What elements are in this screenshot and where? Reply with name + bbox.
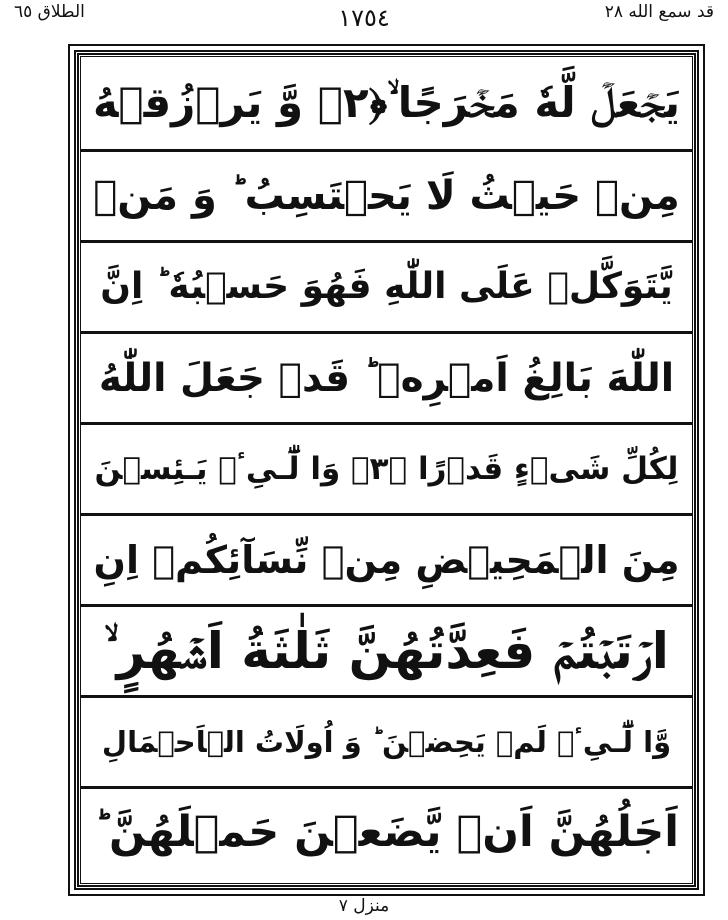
verse-line-7 <box>81 607 692 695</box>
verse-line-6 <box>81 516 692 604</box>
page-border <box>68 44 705 896</box>
verse-line-4 <box>81 334 692 422</box>
verse-line-3 <box>81 243 692 331</box>
verse-text: مِنۡ حَيۡثُ لَا يَحۡتَسِبُ ؕ وَ مَنۡ <box>93 173 680 219</box>
page-border-inner <box>80 56 693 884</box>
verse-text: لِكُلِّ شَىۡءٍ قَدۡرًا ﴿۳﴾ وَا لّٰٓـىِٴۡ يَـئِسۡنَ <box>94 450 679 487</box>
verse-line-2 <box>81 152 692 240</box>
juz-name-header: قد سمع الله ٢٨ <box>604 2 714 22</box>
surah-name-header: الطلاق ٦٥ <box>14 2 85 22</box>
verse-line-8 <box>81 698 692 786</box>
verse-text: يَجۡعَلۡ لَّهٗ مَخۡرَجًا ۙ﴿۲﴾ وَّ يَرۡزُقۡهُ <box>92 78 681 127</box>
verse-text: اللّٰهَ بَالِغُ اَمۡرِهٖ ؕ قَدۡ جَعَلَ اللّٰهُ <box>98 355 675 401</box>
verse-line-9 <box>81 789 692 875</box>
text-block <box>81 57 692 883</box>
verse-text: اَجَلُهُنَّ اَنۡ يَّضَعۡنَ حَمۡلَهُنَّ ؕ <box>93 806 680 857</box>
verse-line-1 <box>81 57 692 149</box>
verse-text: مِنَ الۡمَحِيۡضِ مِنۡ نِّسَآئِكُمۡ اِنِ <box>93 538 680 582</box>
verse-text: وَّا لّٰٓـىِٴۡ لَمۡ يَحِضۡنَ ؕ وَ اُولَاتُ الۡاَحۡمَالِ <box>101 724 672 759</box>
verse-text: ارۡتَبۡتُمۡ فَعِدَّتُهُنَّ ثَلٰثَةُ اَشۡهُرٍ ۙ <box>104 622 669 680</box>
verse-text: يَّتَوَكَّلۡ عَلَى اللّٰهِ فَهُوَ حَسۡبُهٗ ؕ اِنَّ <box>100 266 673 307</box>
page-number: ١٧٥٤ <box>338 4 390 32</box>
verse-line-5 <box>81 425 692 513</box>
manzil-marker: منزل ۷ <box>338 896 390 916</box>
